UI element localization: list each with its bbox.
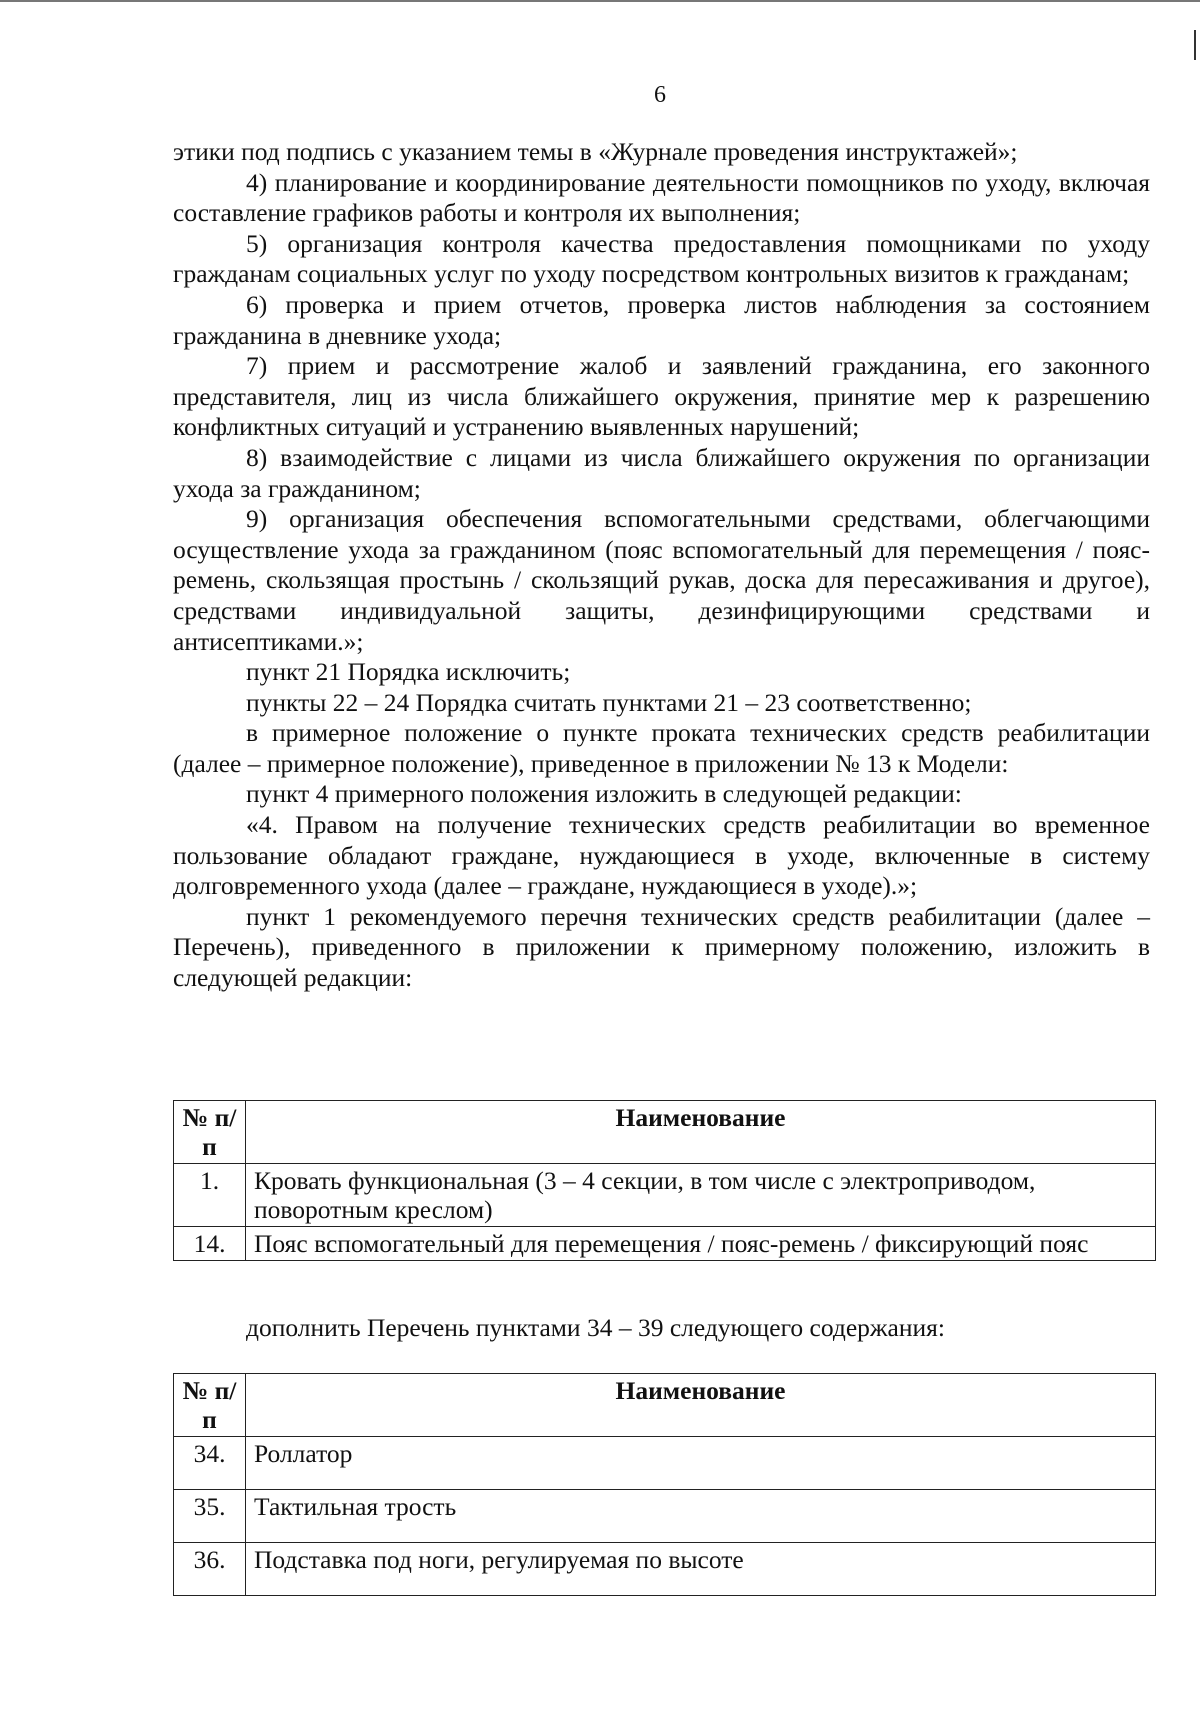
paragraph-clause-4-text: «4. Правом на получение технических средств реабилитации во временное пользование обладают граждане, нуждающиеся в уходе, включенные в систему долговременного ухода (далее – граждане, нуждающиеся в уходе).»; [173, 810, 1150, 901]
header-number: № п/п [174, 1101, 246, 1164]
paragraph-item-4: 4) планирование и координирование деятельности помощников по уходу, включая составление графиков работы и контроля их выполнения; [173, 167, 1150, 228]
paragraph-item-8: 8) взаимодействие с лицами из числа ближайшего окружения по организации ухода за гражданином; [173, 442, 1150, 503]
paragraph-item-7: 7) прием и рассмотрение жалоб и заявлений гражданина, его законного представителя, лиц из числа ближайшего окружения, принятие мер к разрешению конфликтных ситуаций и устранению выявленных нарушений; [173, 351, 1150, 442]
body-text [173, 137, 1150, 994]
row-name: Тактильная трость [246, 1490, 1156, 1543]
supplement-text: дополнить Перечень пунктами 34 – 39 следующего содержания: [246, 1313, 945, 1342]
table-row [174, 1490, 1156, 1543]
scan-top-edge [0, 0, 1200, 2]
paragraph-rental-provision: в примерное положение о пункте проката технических средств реабилитации (далее – примерное положение), приведенное в приложении № 13 к Модели: [173, 718, 1150, 778]
paragraph-clauses-22-24: пункты 22 – 24 Порядка считать пунктами 21 – 23 соответственно; [246, 687, 972, 717]
header-name: Наименование [246, 1374, 1156, 1437]
row-number: 35. [174, 1490, 246, 1543]
header-name: Наименование [246, 1101, 1156, 1164]
table-row [174, 1543, 1156, 1596]
row-number: 34. [174, 1437, 246, 1490]
paragraph-clause-4: пункт 4 примерного положения изложить в следующей редакции: [246, 779, 962, 809]
equipment-table-1 [173, 1100, 1156, 1261]
table-row [174, 1227, 1156, 1261]
paragraph-list-clause-1: пункт 1 рекомендуемого перечня технических средств реабилитации (далее – Перечень), приведенного в приложении к примерному положению, изложить в следующей редакции: [173, 901, 1150, 993]
row-number: 1. [174, 1164, 246, 1227]
scan-edge-mark [1194, 30, 1196, 60]
row-name: Пояс вспомогательный для перемещения / пояс-ремень / фиксирующий пояс [246, 1227, 1156, 1261]
equipment-table-2 [173, 1373, 1156, 1596]
table-header-row [174, 1374, 1156, 1437]
row-number: 14. [174, 1227, 246, 1261]
table-row [174, 1164, 1156, 1227]
row-number: 36. [174, 1543, 246, 1596]
header-number: № п/п [174, 1374, 246, 1437]
paragraph-item-5: 5) организация контроля качества предоставления помощниками по уходу гражданам социальных услуг по уходу посредством контрольных визитов к гражданам; [173, 228, 1150, 289]
page-number: 6 [654, 82, 666, 108]
row-name: Роллатор [246, 1437, 1156, 1490]
paragraph-item-9: 9) организация обеспечения вспомогательными средствами, облегчающими осуществление ухода за гражданином (пояс вспомогательный для перемещения / пояс-ремень, скользящая простынь / скользящий рукав, доска для пересаживания и другое), средствами индивидуальной защиты, дезинфицирующими средствами и антисептиками.»; [173, 504, 1150, 656]
row-name: Кровать функциональная (3 – 4 секции, в том числе с электроприводом, поворотным креслом) [246, 1164, 1156, 1227]
paragraph-clause-21: пункт 21 Порядка исключить; [246, 657, 571, 687]
table-header-row [174, 1101, 1156, 1164]
table-row [174, 1437, 1156, 1490]
paragraph-continuation: этики под подпись с указанием темы в «Журнале проведения инструктажей»; [173, 137, 1018, 166]
row-name: Подставка под ноги, регулируемая по высоте [246, 1543, 1156, 1596]
paragraph-item-6: 6) проверка и прием отчетов, проверка листов наблюдения за состоянием гражданина в дневнике ухода; [173, 289, 1150, 350]
